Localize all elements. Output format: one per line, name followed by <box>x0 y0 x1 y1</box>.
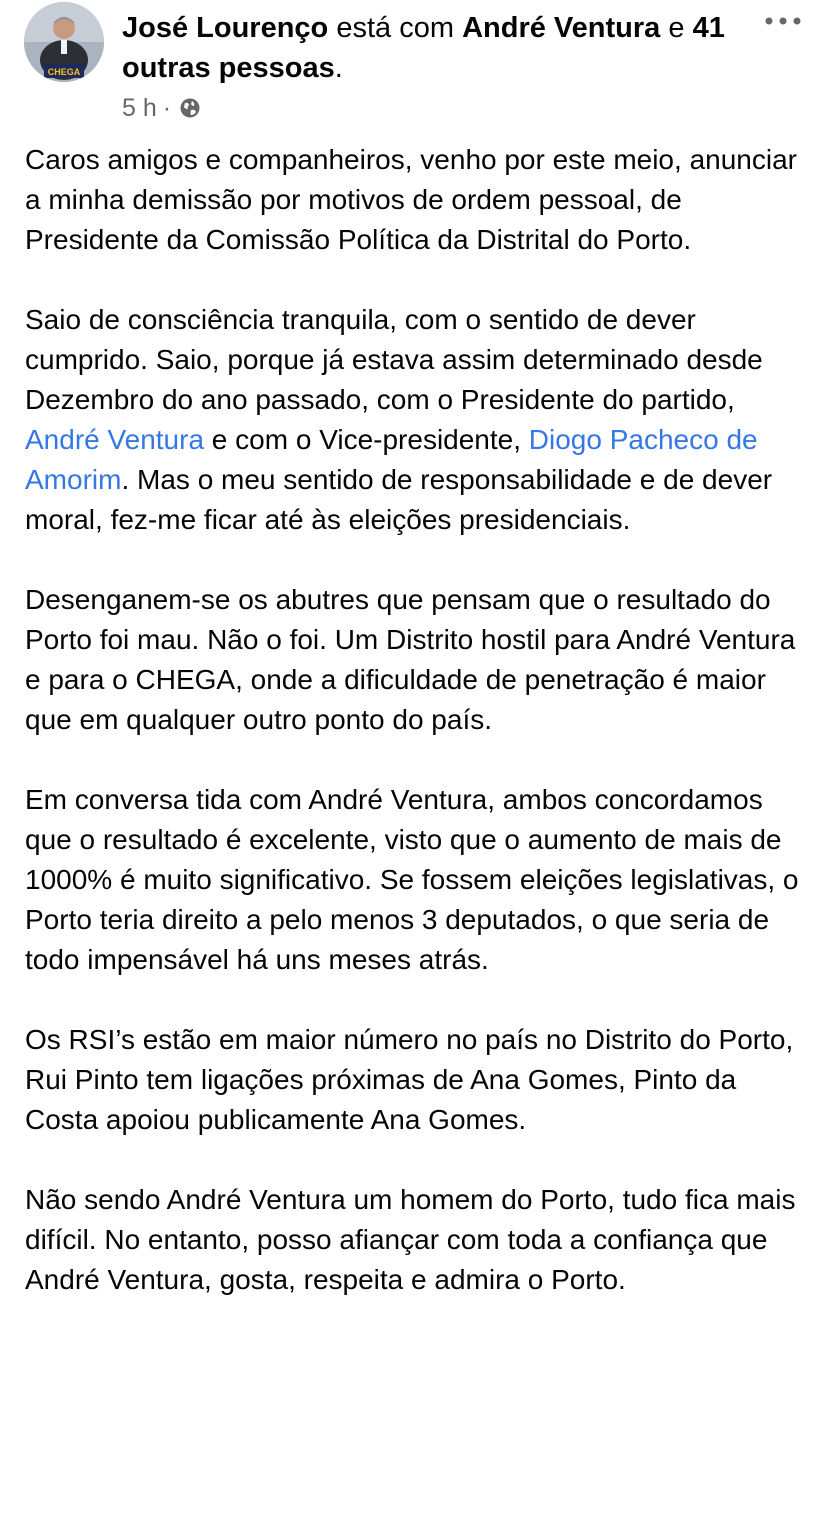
tagged-others[interactable]: 41 outras pessoas <box>122 12 725 84</box>
post-time[interactable]: 5 h <box>122 93 157 122</box>
and-text: e <box>668 12 685 44</box>
avatar[interactable] <box>24 2 104 82</box>
author-name[interactable]: José Lourenço <box>122 12 329 44</box>
post-header <box>22 0 812 130</box>
more-options-button[interactable] <box>760 6 806 36</box>
paragraph-2-text-c: . Mas o meu sentido de responsabilidade e de dever moral, fez-me ficar até às eleições presidenciais. <box>25 464 773 535</box>
paragraph-2 <box>25 300 815 540</box>
post-body <box>25 140 815 1340</box>
paragraph-6: Não sendo André Ventura um homem do Porto, tudo fica mais difícil. No entanto, posso afiançar com toda a confiança que André Ventura, gosta, respeita e admira o Porto. <box>25 1184 796 1295</box>
paragraph-1: Caros amigos e companheiros, venho por este meio, anunciar a minha demissão por motivos de ordem pessoal, de Presidente da Comissão Política da Distrital do Porto. <box>25 144 797 255</box>
header-period: . <box>334 52 343 84</box>
meta-separator: · <box>162 93 172 122</box>
with-text: está com <box>336 12 455 44</box>
mention-diogo-pacheco-de-amorim[interactable]: Diogo Pacheco de Amorim <box>25 424 758 495</box>
mention-andre-ventura[interactable]: André Ventura <box>25 424 205 455</box>
more-dots-icon <box>763 16 803 26</box>
paragraph-2-text-b: e com o Vice-presidente, <box>204 424 529 455</box>
tagged-person[interactable]: André Ventura <box>462 12 661 44</box>
paragraph-3: Desenganem-se os abutres que pensam que o resultado do Porto foi mau. Não o foi. Um Distrito hostil para André Ventura e para o CHEGA, onde a dificuldade de penetração é maior que em qualquer outro ponto do país. <box>25 584 796 735</box>
globe-icon[interactable] <box>179 97 201 119</box>
avatar-photo <box>24 2 104 82</box>
paragraph-4: Em conversa tida com André Ventura, ambos concordamos que o resultado é excelente, visto que o aumento de mais de 1000% é muito significativo. Se fossem eleições legislativas, o Porto teria direito a pelo menos 3 deputados, o que seria de todo impensável há uns meses atrás. <box>25 784 799 975</box>
paragraph-2-text-a: Saio de consciência tranquila, com o sentido de dever cumprido. Saio, porque já estava assim determinado desde Dezembro do ano passado, com o Presidente do partido, <box>25 304 763 415</box>
avatar-sign-text: CHEGA <box>47 67 81 77</box>
post-meta <box>122 90 201 126</box>
paragraph-5: Os RSI’s estão em maior número no país no Distrito do Porto, Rui Pinto tem ligações próximas de Ana Gomes, Pinto da Costa apoiou publicamente Ana Gomes. <box>25 1024 794 1135</box>
post-header-text <box>122 8 762 88</box>
